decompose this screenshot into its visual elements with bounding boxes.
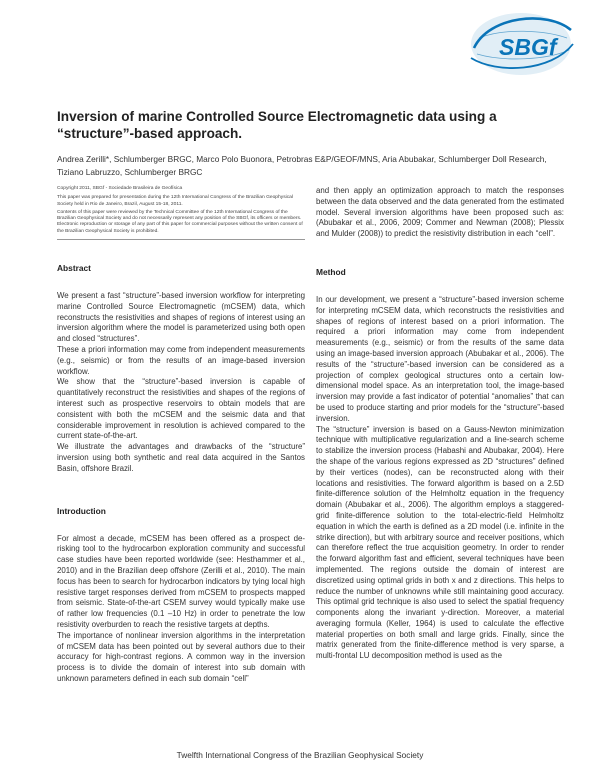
page-footer: Twelfth International Congress of the Brazilian Geophysical Society [176, 750, 424, 760]
abstract-paragraph: These a priori information may come from independent measurements (e.g., seismic) or from the results of an image-based inversion workflow. [57, 345, 305, 376]
method-paragraph: The “structure” inversion is based on a Gauss-Newton minimization technique with multiplicative regularization and a line-search scheme to stabilize the inversion process (Habashi and Abubakar, 2004). Here the shape of the various regions expressed as 2D “structures” defined by their vertices (nodes), can be reconstructed along with their locations and resistivities. The forward algorithm is based on a 2.5D finite-difference solution of the Helmholtz equation in the frequency domain (Abubakar et al., 2006). The algorithm employs a staggered-grid finite-difference solution to the total-electric-field Helmholtz equation in which the earth is defined as a 2D model (i.e. infinite in the strike direction), but with arbitrary source and receiver positions, which can therefore reflect the true acquisition geometry. In order to render the forward algorithm fast and efficient, several techniques have been implemented. The regions outside the domain of interest are discretized using optimal grids in both x and z directions. This helps to reduce the number of unknowns while still maintaining good accuracy. This optimal grid technique is also used to select the spatial frequency components along the invariant y-direction. Moreover, a material averaging formula (Keller, 1964) is used to calculate the effective material properties on both small and large grids. Finally, since the matrix generated from the finite-difference method is very sparse, a multi-frontal LU decomposition method is used as the [316, 424, 564, 661]
introduction-paragraph: The importance of nonlinear inversion algorithms in the interpretation of mCSEM data has been pointed out by several authors due to their accuracy for high-contrast regions. A common way in the inversion process is to divide the domain of interest into sub domain with unknown parameters defined in each sub domain “cell” [57, 630, 305, 683]
notice-divider [57, 239, 305, 240]
abstract-paragraph: We present a fast “structure”-based inversion workflow for interpreting marine Controlled Source Electromagnetic (mCSEM) data, which reconstructs the resistivities and shapes of regions of interest using an inversion algorithm where the model is parameterized using both open and closed “structures”. [57, 291, 305, 344]
method-heading: Method [316, 266, 346, 277]
method-paragraph: In our development, we present a “structure”-based inversion scheme for interpreting mCSEM data, which reconstructs the resistivities and shapes of regions of interest based on a priori information. The required a priori information may come from independent measurements (e.g., seismic) or from the results of the same data using an image-based inversion approach (Abubakar et al., 2006). The results of the “structure”-based inversion can be considered as a projection of complex geological structures onto a certain low-dimensional model space. As an interpretation tool, the image-based inversion may provide a fast indicator of potential “anomalies” that can be used to produce starting and prior models for the “structure”-based inversion. [316, 294, 564, 423]
introduction-body [57, 534, 305, 685]
abstract-heading: Abstract [57, 263, 91, 274]
abstract-paragraph: We show that the “structure”-based inversion is capable of quantitatively reconstruct the resistivities and shapes of the regions of interest such as prospective reservoirs to obtain models that are consistent with both the mCSEM and the seismic data and that considerable improvement in resolution is achieved compared to the current state-of-the-art. [57, 377, 305, 441]
abstract-paragraph: We illustrate the advantages and drawbacks of the “structure” inversion using both synthetic and real data acquired in the Santos Basin, offshore Brazil. [57, 442, 305, 473]
method-body [316, 295, 564, 662]
continued-paragraph: and then apply an optimization approach to match the responses between the data observed and the data generated from the estimated model. Several inversion algorithms have been proposed such as: (Abubakar et al., 2006, 2009; Commer and Newman (2008); Plessix and Mulder (2008)) to predict the resistivity distribution in each “cell”. [316, 186, 564, 239]
left-column [57, 186, 305, 685]
sbgf-logo [449, 8, 579, 80]
introduction-heading: Introduction [57, 505, 106, 516]
copyright-notice: Copyright 2011, SBGf - Sociedade Brasileira de Geofísica [57, 186, 183, 191]
review-disclaimer: Contents of this paper were reviewed by the Technical Committee of the 12th International Congress of the Brazilian Geophysical Society and do not necessarily represent any position of the SBGf, its officers or members. Electronic reproduction or storage of any part of this paper for commercial purposes without the written consent of the Brazilian Geophysical Society is prohibited. [57, 209, 303, 234]
abstract-body [57, 291, 305, 475]
right-column [316, 186, 564, 662]
presentation-notice: This paper was prepared for presentation during the 12th International Congress of the Brazilian Geophysical Society held in Rio de Janeiro, Brazil, August 15-18, 2011. [57, 195, 293, 207]
introduction-paragraph: For almost a decade, mCSEM has been offered as a prospect de-risking tool to the hydrocarbon exploration community and successful case studies have been reported worldwide (see: Hesthammer et al., 2010) and in the Brazilian deep offshore (Zerilli et al., 2010). The main focus has been to search for hydrocarbon indicators by tying local high resistive target responses derived from mCSEM to prospects mapped from seismic. State-of-the-art CSEM survey would typically make use of rather low frequencies (0.1 –10 Hz) in order to penetrate the low resistivity overburden to reach the resistive targets at depths. [57, 533, 305, 629]
paper-title: Inversion of marine Controlled Source Electromagnetic data using a “structure”-based approach. [57, 109, 497, 141]
author-list: Andrea Zerilli*, Schlumberger BRGC, Marco Polo Buonora, Petrobras E&P/GEOF/MNS, Aria Abubakar, Schlumberger Doll Research, Tiziano Labruzzo, Schlumberger BRGC [57, 154, 547, 177]
logo-text: SBGf [499, 34, 557, 60]
